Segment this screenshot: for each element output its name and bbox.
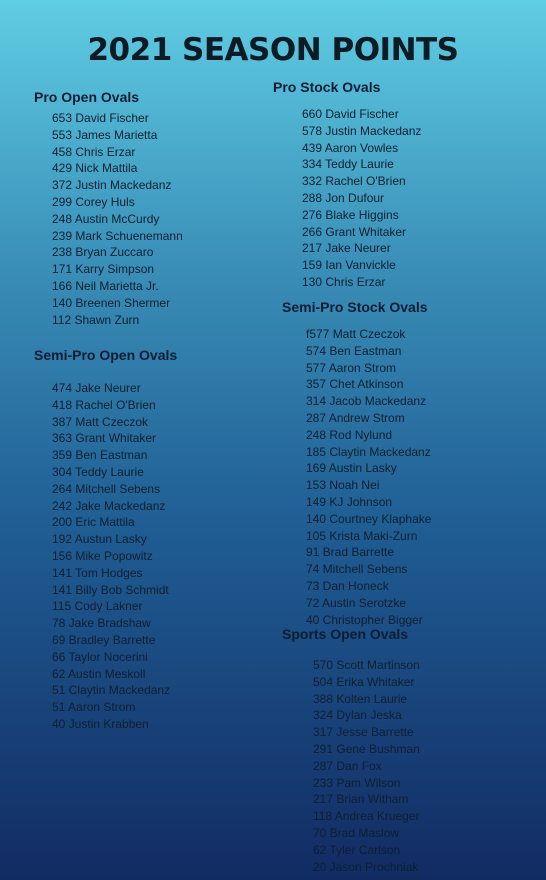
list-item: 314 Jacob Mackedanz xyxy=(306,394,427,409)
list-item: 248 Austin McCurdy xyxy=(52,211,160,226)
list-item: 276 Blake Higgins xyxy=(302,207,399,222)
list-item: 217 Jake Neurer xyxy=(302,241,391,256)
list-item: 287 Dan Fox xyxy=(313,758,382,773)
list-item: 264 Mitchell Sebens xyxy=(52,481,161,496)
list-item: 149 KJ Johnson xyxy=(306,494,393,509)
list-item: 62 Austin Meskoll xyxy=(52,666,146,681)
section-title: Sports Open Ovals xyxy=(282,626,409,642)
list-item: 159 Ian Vanvickle xyxy=(302,258,396,273)
list-item: 233 Pam Wilson xyxy=(313,775,401,790)
section-sports-open xyxy=(282,625,408,643)
list-item: 69 Bradley Barrette xyxy=(52,632,156,647)
list-item: 266 Grant Whitaker xyxy=(302,224,407,239)
list-item: 40 Christopher Bigger xyxy=(306,612,423,627)
list-item: 287 Andrew Strom xyxy=(306,410,405,425)
list-item: 429 Nick Mattila xyxy=(52,161,138,176)
list-item: 242 Jake Mackedanz xyxy=(52,498,166,513)
list-item: 578 Justin Mackedanz xyxy=(302,123,422,138)
list-item: 304 Teddy Laurie xyxy=(52,464,144,479)
list-item: 238 Bryan Zuccaro xyxy=(52,245,154,260)
list-item: 357 Chet Atkinson xyxy=(306,377,404,392)
list-item: 363 Grant Whitaker xyxy=(52,431,157,446)
list-item: 140 Breenen Shermer xyxy=(52,295,171,310)
section-semi-pro-stock xyxy=(282,298,428,316)
list-item: 299 Corey Huls xyxy=(52,194,135,209)
section-title: Semi-Pro Open Ovals xyxy=(34,347,178,363)
list-item: 105 Krista Maki-Zurn xyxy=(306,528,418,543)
list-item: 115 Cody Lakner xyxy=(52,599,143,614)
list-item: 78 Jake Bradshaw xyxy=(52,616,151,631)
list-item: 574 Ben Eastman xyxy=(306,343,402,358)
list-item: 156 Mike Popowitz xyxy=(52,548,153,563)
section-title: Semi-Pro Stock Ovals xyxy=(282,299,428,315)
list-item: 40 Justin Krabben xyxy=(52,716,149,731)
list-item: 91 Brad Barrette xyxy=(306,545,395,560)
list-item: 288 Jon Dufour xyxy=(302,190,385,205)
list-item: 332 Rachel O'Brien xyxy=(302,174,406,189)
list-item: 504 Erika Whitaker xyxy=(313,674,415,689)
list-item: 577 Aaron Strom xyxy=(306,360,397,375)
list-item: 70 Brad Maslow xyxy=(313,825,400,840)
list-item: 192 Austun Lasky xyxy=(52,532,147,547)
page-title: 2021 SEASON POINTS xyxy=(87,32,459,68)
list-item: 474 Jake Neurer xyxy=(52,381,141,395)
list-sports-open xyxy=(313,657,420,875)
section-semi-pro-open xyxy=(34,346,177,364)
list-item: 171 Karry Simpson xyxy=(52,262,155,277)
list-item: 51 Claytin Mackedanz xyxy=(52,683,171,698)
list-item: 418 Rachel O'Brien xyxy=(52,397,156,412)
list-semi-pro-open xyxy=(52,380,170,733)
section-pro-open xyxy=(34,88,139,106)
list-item: 388 Kolten Laurie xyxy=(313,691,408,706)
list-item: 439 Aaron Vowles xyxy=(302,140,399,155)
list-item: 118 Andrea Krueger xyxy=(313,809,420,824)
list-item: 62 Tyler Carlson xyxy=(313,842,401,857)
list-item: 141 Tom Hodges xyxy=(52,565,143,580)
list-item: f577 Matt Czeczok xyxy=(306,327,406,341)
list-item: 334 Teddy Laurie xyxy=(302,157,394,172)
list-item: 73 Dan Honeck xyxy=(306,578,389,593)
list-item: 458 Chris Erzar xyxy=(52,144,136,159)
list-item: 653 David Fischer xyxy=(52,111,149,125)
list-item: 51 Aaron Strom xyxy=(52,700,136,715)
list-item: 239 Mark Schuenemann xyxy=(52,228,183,243)
list-item: 372 Justin Mackedanz xyxy=(52,178,172,193)
list-item: 359 Ben Eastman xyxy=(52,448,148,463)
section-title: Pro Open Ovals xyxy=(34,89,140,105)
list-item: 387 Matt Czeczok xyxy=(52,414,149,429)
section-title: Pro Stock Ovals xyxy=(273,79,381,95)
list-item: 140 Courtney Klaphake xyxy=(306,511,432,526)
list-item: 324 Dylan Jeska xyxy=(313,708,402,723)
list-item: 130 Chris Erzar xyxy=(302,274,386,289)
section-pro-stock xyxy=(273,78,380,96)
list-pro-stock xyxy=(302,106,421,291)
list-item: 74 Mitchell Sebens xyxy=(306,562,408,577)
list-item: 72 Austin Serotzke xyxy=(306,595,407,610)
list-item: 166 Neil Marietta Jr. xyxy=(52,278,159,293)
list-item: 169 Austin Lasky xyxy=(306,461,397,476)
list-item: 291 Gene Bushman xyxy=(313,741,420,756)
list-item: 200 Eric Mattila xyxy=(52,515,135,530)
list-item: 141 Billy Bob Schmidt xyxy=(52,582,169,597)
list-item: 660 David Fischer xyxy=(302,107,399,121)
list-item: 248 Rod Nylund xyxy=(306,427,393,442)
list-item: 20 Jason Prochniak xyxy=(313,859,419,874)
list-item: 317 Jesse Barrette xyxy=(313,725,414,740)
list-item: 112 Shawn Zurn xyxy=(52,312,140,327)
list-semi-pro-stock xyxy=(306,326,431,628)
list-item: 185 Claytin Mackedanz xyxy=(306,444,431,459)
list-item: 153 Noah Nei xyxy=(306,478,380,493)
list-item: 570 Scott Martinson xyxy=(313,658,420,672)
list-item: 553 James Marietta xyxy=(52,127,158,142)
list-pro-open xyxy=(52,110,183,328)
list-item: 66 Taylor Nocerini xyxy=(52,649,148,664)
list-item: 217 Brian Witham xyxy=(313,792,409,807)
